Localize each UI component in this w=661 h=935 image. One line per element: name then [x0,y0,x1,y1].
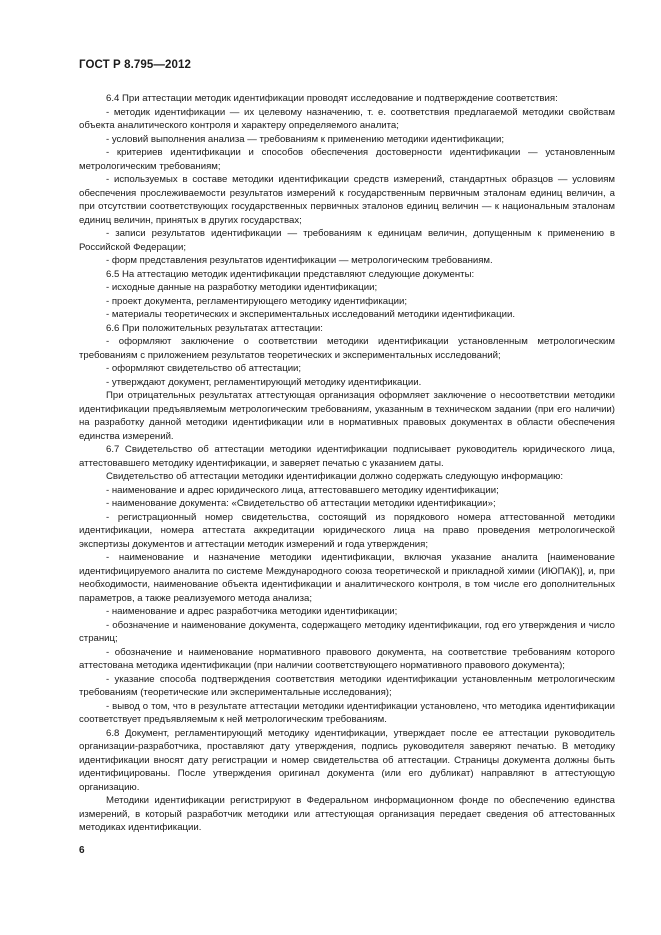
paragraph: 6.6 При положительных результатах аттестации: [106,322,323,334]
paragraph: - наименование и назначение методики идентификации, включая указание аналита [наименование идентифицируемого аналита по системе Международного союза теоретической и прикладной химии (ИЮПАК)], и, при необходимости, наименование объекта идентификации и аналитического контроля, в том числе его дополнительных параметров, а также реализуемого метода анализа; [79,552,615,604]
page-number: 6 [79,845,85,856]
paragraph: - указание способа подтверждения соответствия методики идентификации установленным метрологическим требованиям (теоретические или экспериментальные исследования); [79,673,615,698]
document-header: ГОСТ Р 8.795—2012 [79,59,191,71]
paragraph: - наименование и адрес юридического лица, аттестовавшего методику идентификации; [106,484,499,496]
paragraph: - вывод о том, что в результате аттестации методики идентификации установлено, что методика идентификации соответствует предъявляемым к ней метрологическим требованиям. [79,700,615,725]
paragraph: - методик идентификации — их целевому назначению, т. е. соответствия предлагаемой методики свойствам объекта аналитического контроля и характеру определяемого аналита; [79,106,615,131]
paragraph: При отрицательных результатах аттестующая организация оформляет заключение о несоответствии методики идентификации предъявляемым метрологическим требованиям, указанным в техническом задании (при его наличии) на разработку данной методики идентификации или в нормативных правовых документах в области обеспечения единства измерений. [79,390,615,442]
paragraph: - проект документа, регламентирующего методику идентификации; [106,295,408,307]
paragraph: - утверждают документ, регламентирующий методику идентификации. [106,376,422,388]
document-body [79,92,615,835]
paragraph: - записи результатов идентификации — требованиям к единицам величин, допущенным к применению в Российской Федерации; [79,228,615,253]
paragraph: - материалы теоретических и экспериментальных исследований методики идентификации. [106,309,515,320]
paragraph: 6.4 При аттестации методик идентификации проводят исследование и подтверждение соответствия: [106,93,558,104]
paragraph: 6.5 На аттестацию методик идентификации представляют следующие документы: [106,268,475,280]
paragraph: - условий выполнения анализа — требованиям к применению методики идентификации; [106,133,504,145]
paragraph: - наименование и адрес разработчика методики идентификации; [106,606,398,617]
paragraph: Методики идентификации регистрируют в Федеральном информационном фонде по обеспечению единства измерений, в который разработчик методики или аттестующая организация передает сведения об аттестованных методиках идентификации. [79,795,615,833]
paragraph: - критериев идентификации и способов обеспечения достоверности идентификации — установленным метрологическим требованиям; [79,147,615,172]
paragraph: 6.7 Свидетельство об аттестации методики идентификации подписывает руководитель юридического лица, аттестовавшего методику идентификации, и заверяет печатью с указанием даты. [79,444,615,469]
paragraph: - форм представления результатов идентификации — метрологическим требованиям. [106,255,493,266]
paragraph: - обозначение и наименование документа, содержащего методику идентификации, год его утверждения и число страниц; [79,619,615,644]
paragraph: - наименование документа: «Свидетельство об аттестации методики идентификации»; [106,498,496,509]
paragraph: Свидетельство об аттестации методики идентификации должно содержать следующую информацию: [106,471,564,482]
paragraph: - обозначение и наименование нормативного правового документа, на соответствие требованиям которого аттестована методика идентификации (при наличии соответствующего нормативного правового документа); [79,646,615,671]
paragraph: - используемых в составе методики идентификации средств измерений, стандартных образцов — условиям обеспечения прослеживаемости результатов измерений к государственным первичным эталонам единиц величин, а при отсутствии соответствующих государственных первичных эталонов единиц величин — к национальным эталонам единиц величин, принятых в других государствах; [79,174,615,226]
paragraph: - оформляют свидетельство об аттестации; [106,363,302,374]
paragraph: - исходные данные на разработку методики идентификации; [106,282,378,293]
paragraph: - оформляют заключение о соответствии методики идентификации установленным метрологическим требованиям с приложением результатов теоретических и экспериментальных исследований; [79,336,615,361]
paragraph: - регистрационный номер свидетельства, состоящий из порядкового номера аттестованной методики идентификации, номера аттестата аккредитации юридического лица на право проведения метрологической экспертизы документов и аттестации методик измерений и года утверждения; [79,511,615,550]
paragraph: 6.8 Документ, регламентирующий методику идентификации, утверждает после ее аттестации руководитель организации-разработчика, проставляют дату утверждения, подпись руководителя заверяют печатью. В методику идентификации вносят дату регистрации и номер свидетельства об аттестации. Страницы документа должны быть идентифицированы. После утверждения оригинал документа (или его дубликат) направляют в аттестующую организацию. [79,727,615,793]
